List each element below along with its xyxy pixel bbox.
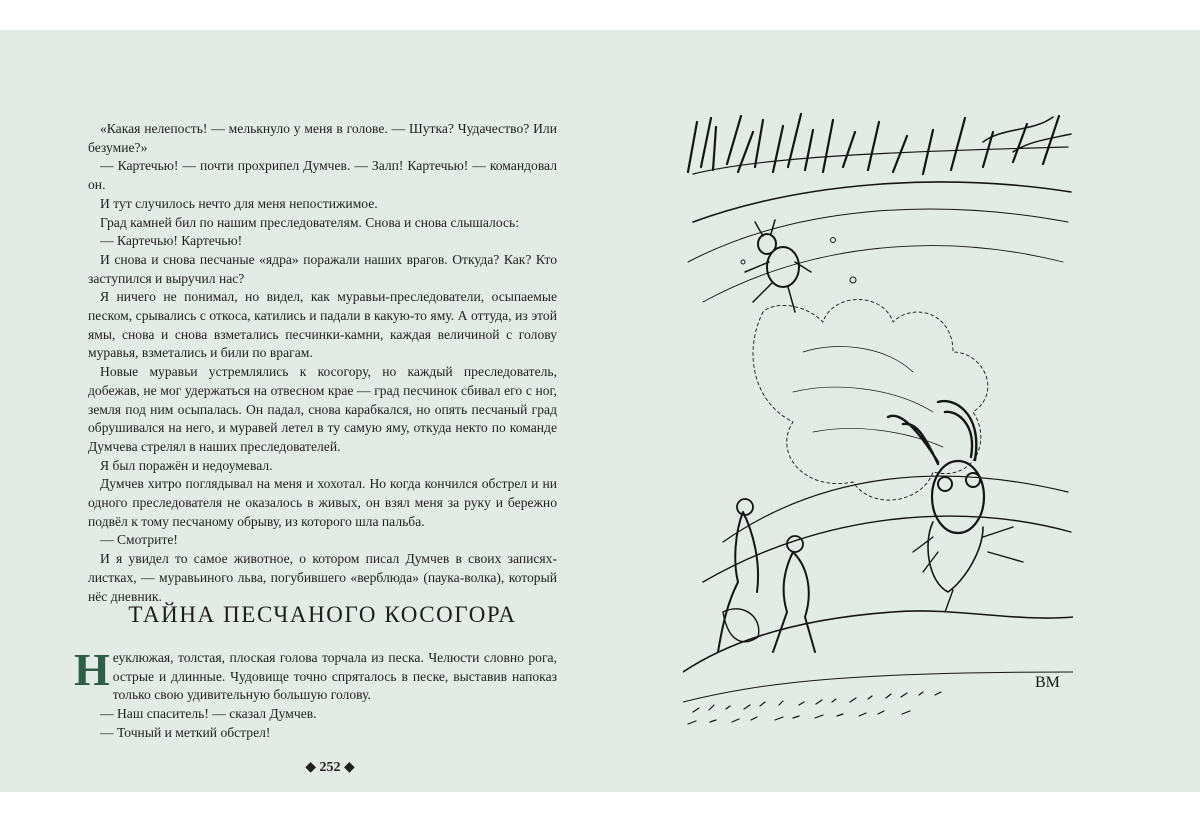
paragraph: Я ничего не понимал, но видел, как муравьи-преследователи, осыпаемые песком, срывались с откоса, катились и падали в какую-то яму. А оттуда, из этой ямы, снова и снова взметались песчинки-камни, каждая величиной с голову муравья, взметались и били по врагам. [88, 289, 557, 361]
paragraph: «Какая нелепость! — мелькнуло у меня в голове. — Шутка? Чудачество? Или безумие?» [88, 121, 557, 155]
paragraph: И тут случилось нечто для меня непостижимое. [100, 195, 378, 211]
paragraph: И снова и снова песчаные «ядра» поражали наших врагов. Откуда? Как? Кто заступился и выручил нас? [88, 251, 557, 286]
drop-cap: Н [74, 644, 110, 695]
paragraph: Новые муравьи устремлялись к косогору, но каждый преследователь, добежав, не мог удержаться на отвесном крае — град песчинок сбивал его с ног, земля под ним осыпалась. Он падал, снова карабкался, но опять песчаный град обрушивался на него, и муравей летел в ту самую яму, откуда некто по команде Думчева стрелял в наших преследователей. [88, 364, 557, 454]
paragraph: — Точный и меткий обстрел! [100, 724, 271, 740]
paragraph [74, 644, 557, 705]
paragraph: — Смотрите! [100, 532, 178, 548]
paragraph: Град камней бил по нашим преследователям. Снова и снова слышалось: [100, 214, 519, 230]
paragraph: — Наш спаситель! — сказал Думчев. [100, 706, 317, 722]
paragraph-text: еуклюжая, толстая, плоская голова торчала из песка. Челюсти словно рога, острые и длинные. Чудовище точно спряталось в песке, выставив напоказ только свою удивительную большую голову. [112, 650, 557, 703]
illustration-signature: ВМ [1035, 674, 1060, 691]
chapter-title: ТАЙНА ПЕСЧАНОГО КОСОГОРА [128, 602, 517, 627]
paragraph: Я был поражён и недоумевал. [100, 457, 273, 473]
ant-lion-illustration [683, 112, 1073, 733]
book-spread [0, 30, 1200, 792]
paragraph: Думчев хитро поглядывал на меня и хохотал. Но когда кончился обстрел и ни одного преследователя не оказалось в живых, он взял меня за руку и бережно подвёл к тому песчаному обрыву, из которого шла пальба. [88, 476, 557, 529]
chapter-intro [74, 644, 557, 743]
page-number: ◆ 252 ◆ [305, 760, 355, 775]
paragraph: — Картечью! — почти прохрипел Думчев. — Залп! Картечью! — командовал он. [88, 158, 557, 193]
text-column [88, 120, 557, 606]
paragraph: И я увидел то самое животное, о котором писал Думчев в своих записях-листках, — муравьиного льва, погубившего «верблюда» (паука-волка), который нёс дневник. [88, 551, 557, 604]
paragraph: — Картечью! Картечью! [100, 233, 243, 249]
